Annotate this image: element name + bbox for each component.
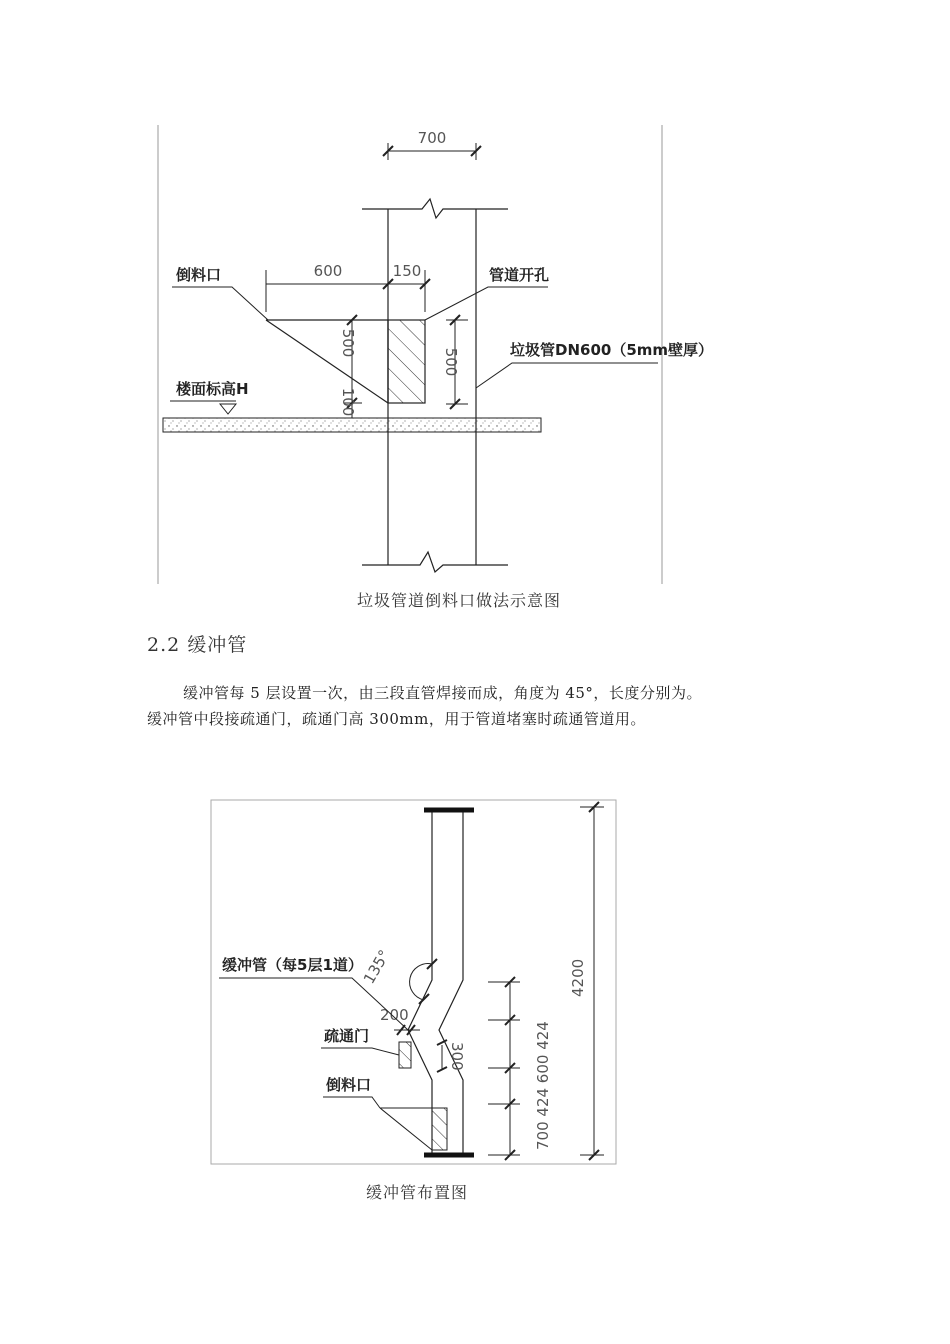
offset-label: 200 — [380, 1006, 409, 1024]
dim-500-left-label: 500 — [339, 328, 357, 358]
floor-slab — [163, 418, 541, 432]
total-dimension — [569, 802, 604, 1160]
leader-pipe-opening — [425, 266, 549, 320]
label-access-door: 疏通门 — [324, 1027, 370, 1045]
figure2-caption: 缓冲管布置图 — [366, 1183, 469, 1202]
total-label: 4200 — [569, 958, 587, 997]
section-paragraph — [147, 680, 807, 732]
chute-opening-diagram — [0, 0, 950, 600]
leader-chute-opening — [172, 266, 268, 320]
dim-100-label: 100 — [339, 387, 357, 417]
dim-150-label: 150 — [392, 262, 422, 280]
stack-label: 700 424 600 424 — [534, 1021, 552, 1150]
stack-dimension — [488, 977, 552, 1160]
floor-level-marker — [170, 380, 249, 414]
label-buffer-pipe: 缓冲管（每5层1道） — [222, 956, 363, 974]
dim-600-label: 600 — [313, 262, 343, 280]
paragraph-line-2: 缓冲管中段接疏通门，疏通门高 300mm，用于管道堵塞时疏通管道用。 — [147, 710, 646, 728]
figure1-caption: 垃圾管道倒料口做法示意图 — [357, 591, 562, 610]
dim-700-label: 700 — [417, 129, 447, 147]
chute-hatch — [432, 1108, 447, 1150]
access-door — [399, 1042, 411, 1068]
section-heading: 2.2 缓冲管 — [147, 634, 248, 656]
pipe-opening-hatch — [388, 320, 425, 403]
dimension-top — [383, 129, 481, 160]
dimension-right-vertical — [442, 315, 468, 409]
buffer-pipe-diagram — [0, 790, 950, 1180]
leader-access-door — [321, 1027, 399, 1055]
figure2-frame — [211, 800, 616, 1164]
chute-funnel-2 — [380, 1108, 432, 1150]
dimension-600-150 — [266, 262, 430, 312]
label-chute-opening-2: 倒料口 — [326, 1076, 372, 1094]
paragraph-line-1: 缓冲管每 5 层设置一次，由三段直管焊接而成，角度为 45°，长度分别为。 — [183, 684, 702, 702]
pipe — [362, 199, 508, 572]
chute-funnel — [266, 320, 388, 403]
dim-500-right-label: 500 — [442, 347, 460, 377]
label-floor-level: 楼面标高H — [176, 380, 249, 398]
dimension-left-vertical — [339, 315, 362, 418]
angle-label: 135° — [359, 946, 394, 987]
label-pipe-opening: 管道开孔 — [489, 266, 550, 284]
door-height-label: 300 — [448, 1042, 466, 1071]
label-garbage-pipe: 垃圾管DN600（5mm壁厚） — [510, 341, 714, 359]
buffer-pipe — [408, 810, 463, 1155]
leader-chute-opening-2 — [323, 1076, 380, 1108]
leader-garbage-pipe — [476, 341, 713, 388]
label-chute-opening: 倒料口 — [176, 266, 222, 284]
